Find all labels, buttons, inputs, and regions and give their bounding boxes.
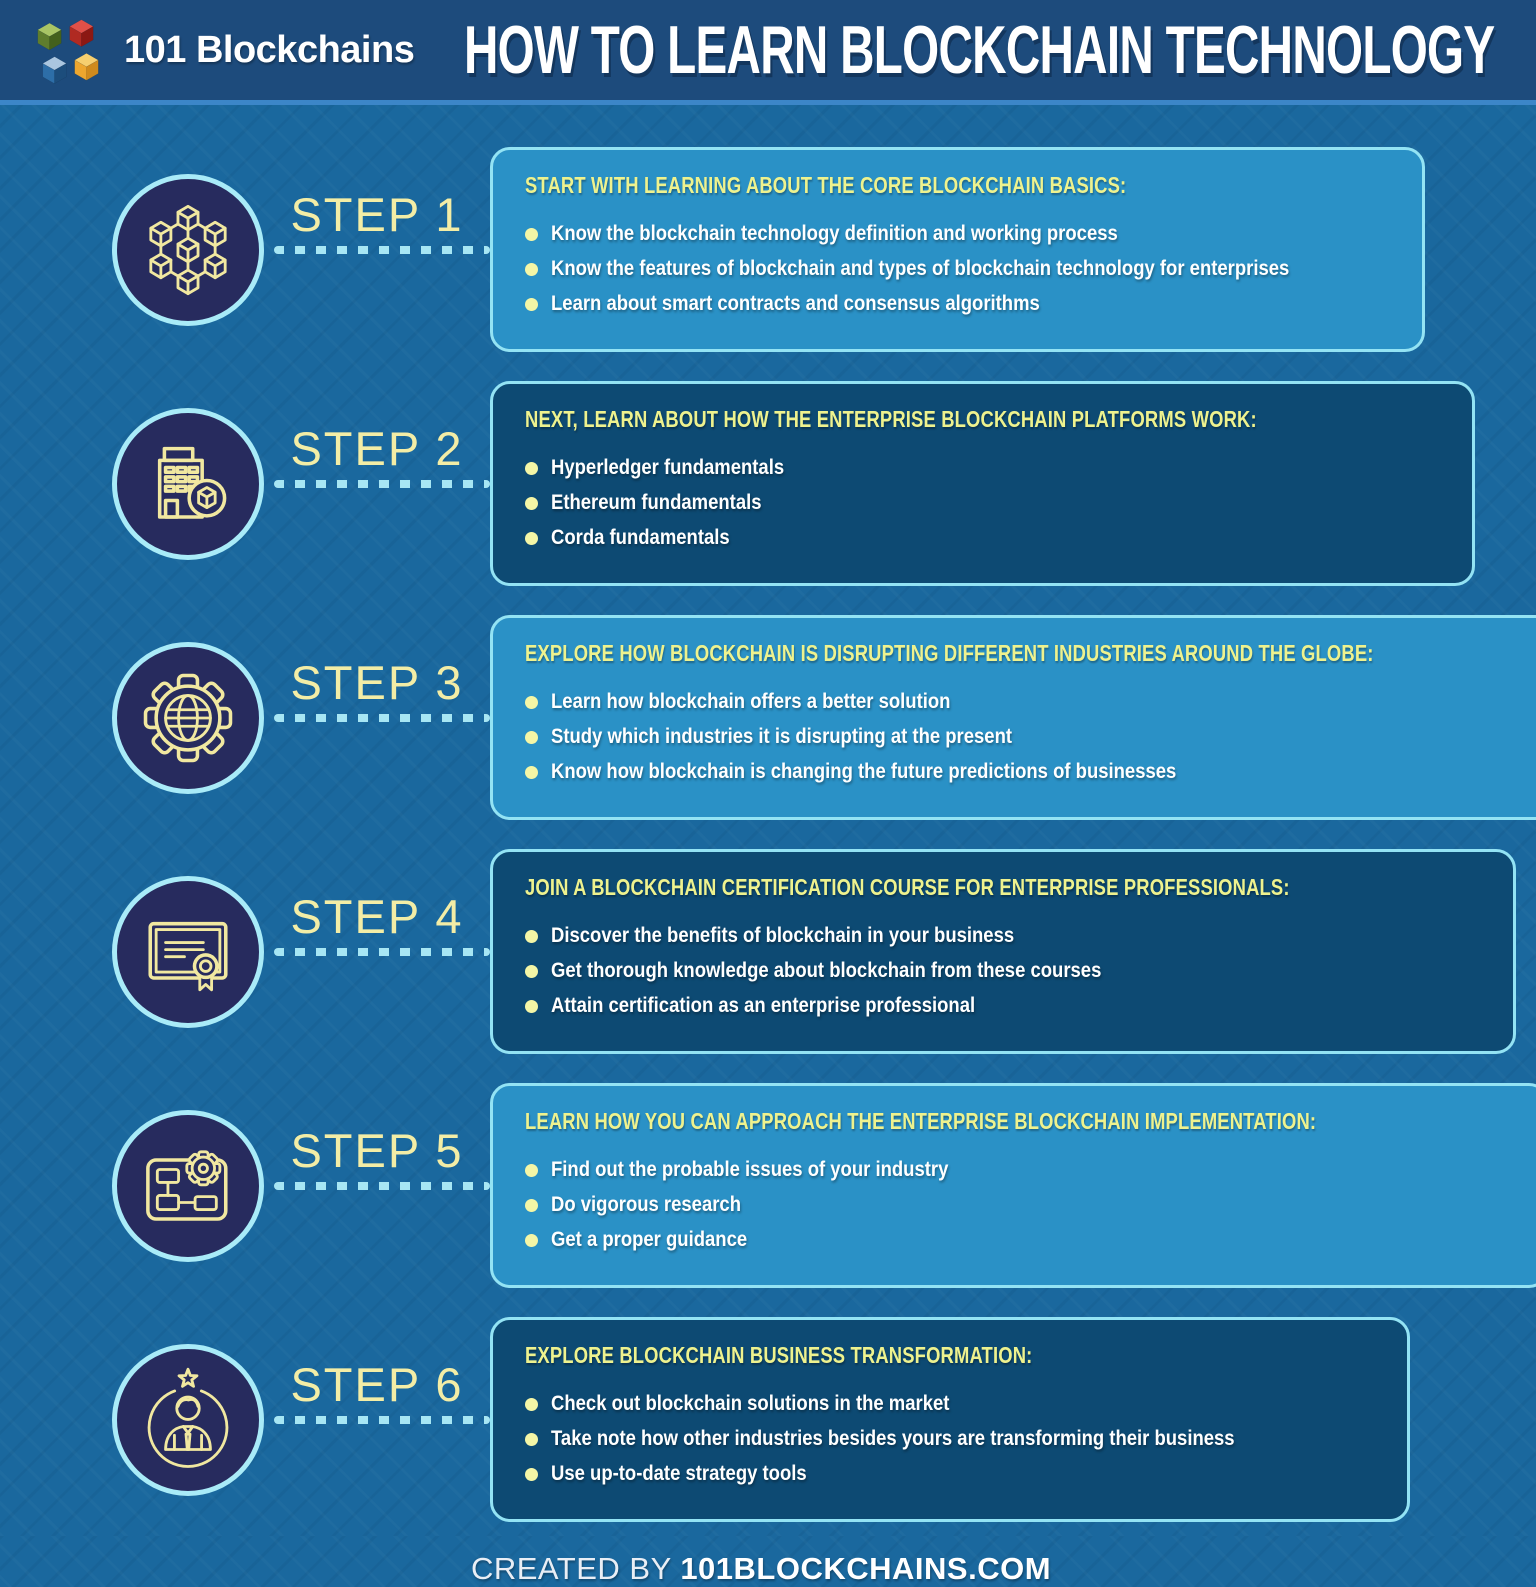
brand-name: 101 Blockchains — [124, 28, 415, 71]
dotted-connector — [274, 480, 490, 488]
step-4-heading: JOIN A BLOCKCHAIN CERTIFICATION COURSE FOR ENTERPRISE PROFESSIONALS: — [525, 874, 1290, 900]
brand — [26, 8, 414, 92]
footer-site: 101BLOCKCHAINS.COM — [680, 1551, 1052, 1586]
step-1-connector — [264, 175, 490, 325]
bullet-dot-icon — [525, 532, 538, 545]
step-6-heading: EXPLORE BLOCKCHAIN BUSINESS TRANSFORMATION: — [525, 1342, 1033, 1368]
step-4-icon-badge — [112, 876, 264, 1028]
bullet-dot-icon — [525, 696, 538, 709]
bullet-item: Check out blockchain solutions in the market — [525, 1392, 1375, 1416]
step-1-heading: START WITH LEARNING ABOUT THE CORE BLOCKCHAIN BASICS: — [525, 172, 1127, 198]
step-4-card — [490, 849, 1516, 1054]
step-3-card — [490, 615, 1536, 820]
footer-credit — [112, 1551, 1410, 1587]
step-1-label: STEP 1 — [290, 187, 464, 241]
step-5-bullets — [525, 1147, 1514, 1263]
step-6-label: STEP 6 — [290, 1357, 464, 1411]
bullet-item: Know the blockchain technology definition and working process — [525, 222, 1390, 246]
101-blockchains-logo-icon — [26, 8, 110, 92]
enterprise-building-icon — [129, 425, 247, 543]
step-2-connector — [264, 409, 490, 559]
bullet-dot-icon — [525, 930, 538, 943]
bullet-item: Hyperledger fundamentals — [525, 456, 1440, 480]
step-2-bullets — [525, 445, 1440, 561]
bullet-dot-icon — [525, 1164, 538, 1177]
dotted-connector — [274, 1182, 490, 1190]
flowchart-gear-icon — [129, 1127, 247, 1245]
bullet-item: Get thorough knowledge about blockchain from these courses — [525, 959, 1481, 983]
bullet-dot-icon — [525, 497, 538, 510]
step-4-bullets — [525, 913, 1481, 1029]
step-2-heading: NEXT, LEARN ABOUT HOW THE ENTERPRISE BLOCKCHAIN PLATFORMS WORK: — [525, 406, 1257, 432]
step-1-bullets — [525, 211, 1390, 327]
bullet-item: Do vigorous research — [525, 1193, 1514, 1217]
bullet-dot-icon — [525, 1000, 538, 1013]
step-6-bullets — [525, 1381, 1375, 1497]
bullet-dot-icon — [525, 298, 538, 311]
step-3-heading: EXPLORE HOW BLOCKCHAIN IS DISRUPTING DIFFERENT INDUSTRIES AROUND THE GLOBE: — [525, 640, 1374, 666]
bullet-dot-icon — [525, 1199, 538, 1212]
step-row-4 — [112, 849, 1410, 1054]
bullet-item: Know the features of blockchain and types of blockchain technology for enterprises — [525, 257, 1390, 281]
steps-list — [0, 105, 1536, 1587]
step-6-connector — [264, 1345, 490, 1495]
bullet-item: Take note how other industries besides yours are transforming their business — [525, 1427, 1375, 1451]
bullet-item: Get a proper guidance — [525, 1228, 1514, 1252]
step-row-2 — [112, 381, 1410, 586]
professional-person-icon — [129, 1361, 247, 1479]
dotted-connector — [274, 948, 490, 956]
step-6-card — [490, 1317, 1410, 1522]
step-5-icon-badge — [112, 1110, 264, 1262]
bullet-dot-icon — [525, 263, 538, 276]
bullet-dot-icon — [525, 462, 538, 475]
step-1-card — [490, 147, 1425, 352]
step-2-icon-badge — [112, 408, 264, 560]
bullet-dot-icon — [525, 1433, 538, 1446]
bullet-dot-icon — [525, 731, 538, 744]
step-row-6 — [112, 1317, 1410, 1522]
step-3-connector — [264, 643, 490, 793]
step-row-1 — [112, 147, 1410, 352]
step-5-heading: LEARN HOW YOU CAN APPROACH THE ENTERPRISE BLOCKCHAIN IMPLEMENTATION: — [525, 1108, 1317, 1134]
step-1-icon-badge — [112, 174, 264, 326]
step-4-connector — [264, 877, 490, 1027]
dotted-connector — [274, 246, 490, 254]
bullet-item: Ethereum fundamentals — [525, 491, 1440, 515]
bullet-item: Study which industries it is disrupting at the present — [525, 725, 1536, 749]
blockchain-network-icon — [129, 191, 247, 309]
step-6-icon-badge — [112, 1344, 264, 1496]
bullet-item: Find out the probable issues of your industry — [525, 1158, 1514, 1182]
bullet-dot-icon — [525, 1234, 538, 1247]
page-title: HOW TO LEARN BLOCKCHAIN TECHNOLOGY — [464, 12, 1495, 88]
bullet-dot-icon — [525, 965, 538, 978]
step-5-card — [490, 1083, 1536, 1288]
header-bar — [0, 0, 1536, 105]
bullet-item: Use up-to-date strategy tools — [525, 1462, 1375, 1486]
step-3-bullets — [525, 679, 1536, 795]
step-row-3 — [112, 615, 1410, 820]
bullet-item: Attain certification as an enterprise professional — [525, 994, 1481, 1018]
certificate-icon — [129, 893, 247, 1011]
footer-prefix: CREATED BY — [470, 1551, 681, 1586]
step-2-label: STEP 2 — [290, 421, 464, 475]
step-row-5 — [112, 1083, 1410, 1288]
bullet-item: Know how blockchain is changing the future predictions of businesses — [525, 760, 1536, 784]
gear-globe-icon — [129, 659, 247, 777]
dotted-connector — [274, 714, 490, 722]
bullet-item: Discover the benefits of blockchain in your business — [525, 924, 1481, 948]
bullet-item: Corda fundamentals — [525, 526, 1440, 550]
step-3-icon-badge — [112, 642, 264, 794]
dotted-connector — [274, 1416, 490, 1424]
bullet-dot-icon — [525, 766, 538, 779]
step-3-label: STEP 3 — [290, 655, 464, 709]
bullet-item: Learn about smart contracts and consensus algorithms — [525, 292, 1390, 316]
bullet-dot-icon — [525, 1398, 538, 1411]
step-2-card — [490, 381, 1475, 586]
bullet-item: Learn how blockchain offers a better solution — [525, 690, 1536, 714]
bullet-dot-icon — [525, 1468, 538, 1481]
bullet-dot-icon — [525, 228, 538, 241]
step-5-label: STEP 5 — [290, 1123, 464, 1177]
step-4-label: STEP 4 — [290, 889, 464, 943]
step-5-connector — [264, 1111, 490, 1261]
